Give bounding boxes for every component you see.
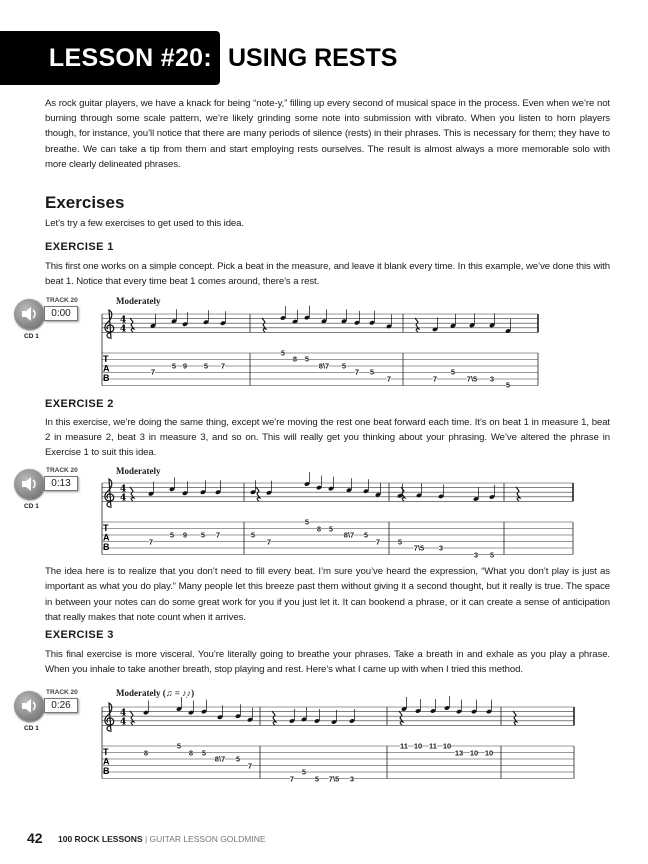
tab-clef: T — [103, 747, 109, 758]
cd-label: CD 1 — [24, 503, 39, 511]
tab-clef: B — [103, 766, 110, 777]
tab-number: 8\7 — [318, 361, 330, 371]
tab-number: 7 — [432, 374, 438, 384]
tab-number: 5 — [171, 361, 177, 371]
tab-number: 7 — [354, 367, 360, 377]
tab-number: 5 — [203, 361, 209, 371]
track-label: TRACK 20 — [46, 689, 78, 697]
tab-clef: B — [103, 542, 110, 553]
quarter-rest — [399, 711, 403, 725]
tab-number: 5 — [200, 530, 206, 540]
tab-number: 5 — [201, 748, 207, 758]
tab-clef: A — [103, 532, 110, 543]
tab-number: 11 — [400, 741, 408, 751]
time-signature: 4 — [120, 493, 127, 504]
exercise-2-notation — [0, 463, 648, 563]
staff-and-tab — [0, 463, 648, 573]
tab-number: 5 — [301, 767, 307, 777]
tab-number: 5 — [304, 354, 310, 364]
quarter-rest — [262, 318, 266, 332]
tempo-marking: Moderately — [116, 466, 161, 477]
tab-number: 7 — [247, 761, 253, 771]
tab-number: 5 — [314, 774, 320, 784]
exercise-3-text: This final exercise is more visceral. You’re literally going to breathe your phrases. Take a breath in and exhale as you play a phrase. When you inhale to take another breath, stop playing and rest. Here’s what I came up with when I tried this method. — [45, 649, 610, 676]
quarter-rest — [272, 711, 276, 725]
footer-title — [58, 834, 266, 844]
quarter-rest — [256, 487, 260, 501]
exercise-2-title: EXERCISE 2 — [45, 397, 114, 410]
quarter-rest — [415, 318, 419, 332]
exercise-2-text: In this exercise, we’re doing the same thing, except we’re moving the rest one beat forward each time. It’s on beat 1 in measure 1, beat 2 in measure 2, beat 3 in measure 3, and so on. This will really get you thinking about your phrasing. We’ve altered the phrase in Exercise 1 to suit this idea. — [45, 416, 610, 459]
exercises-intro: Let’s try a few exercises to get used to this idea. — [45, 218, 244, 230]
time-signature: 4 — [120, 324, 127, 335]
tab-number: 7\5 — [466, 374, 478, 384]
explanation-paragraph: The idea here is to realize that you don’t need to fill every beat. I’m sure you’ve heard the expression, “What you don’t play is just as important as what you do play.” Many people let this breeze past them without giving it a second thought, but it really is true. The space in between your notes can do some great work for you if you just let it. It can bookend a phrase, or it can create a sense of anticipation that really makes that note count when it arrives. — [45, 566, 610, 623]
tab-number: 5 — [304, 517, 310, 527]
time-signature: 4 — [120, 708, 127, 719]
tab-number: 9 — [182, 530, 188, 540]
tab-number: 7\5 — [413, 543, 425, 553]
staff-and-tab — [0, 685, 648, 795]
staff-and-tab — [0, 293, 648, 403]
treble-clef — [105, 703, 114, 732]
tab-number: 5 — [235, 754, 241, 764]
tab-clef: B — [103, 372, 110, 383]
tab-number: 5 — [328, 524, 334, 534]
tempo-marking: Moderately — [116, 295, 161, 306]
tab-number: 7 — [150, 367, 156, 377]
tab-number: 5 — [176, 741, 182, 751]
tab-number: 5 — [369, 367, 375, 377]
tab-number: 7 — [266, 537, 272, 547]
time-signature: 4 — [120, 717, 127, 728]
page-number: 42 — [27, 830, 43, 846]
quarter-rest — [130, 711, 134, 725]
tab-clef: T — [103, 523, 109, 534]
tab-number: 5 — [280, 348, 286, 358]
tab-number: 3 — [349, 774, 355, 784]
exercises-heading: Exercises — [45, 193, 125, 213]
tab-number: 5 — [489, 550, 495, 560]
tab-clef: A — [103, 363, 110, 374]
tab-number: 3 — [473, 550, 479, 560]
tab-number: 5 — [505, 380, 511, 390]
track-time: 0:13 — [44, 476, 78, 491]
tab-number: 7 — [148, 537, 154, 547]
time-signature: 4 — [120, 484, 127, 495]
tab-number: 3 — [438, 543, 444, 553]
quarter-rest — [130, 487, 134, 501]
book-title: 100 ROCK LESSONS — [58, 834, 143, 844]
intro-paragraph: As rock guitar players, we have a knack for being “note-y,” filling up every second of musical space in the process. Even when we’re not burning through some scale pattern, we’re likely grinding some note into submission with vibrato. When you listen to horn players though, for instance, you’ll notice that there are many periods of silence (rests) in their phrases. This is necessary for them; they have to breathe. We can take a tip from them and start employing rests ourselves. The result is almost always a more memorable solo with more clearly delineated phrases. — [45, 98, 610, 170]
page-content — [0, 96, 648, 795]
track-label: TRACK 20 — [46, 467, 78, 475]
exercise-1-text: This first one works on a simple concept. Pick a beat in the measure, and leave it blank every time. In this example, we’ve done this with beat 1. Notice that every time beat 1 comes around, there’s a rest. — [45, 261, 610, 288]
quarter-rest — [401, 487, 405, 501]
tab-number: 8 — [316, 524, 322, 534]
cd-label: CD 1 — [24, 332, 39, 340]
tab-number: 5 — [250, 530, 256, 540]
track-time: 0:26 — [44, 698, 78, 713]
tab-number: 10 — [442, 741, 452, 751]
exercise-1-notation — [0, 293, 648, 393]
tab-number: 13 — [454, 748, 464, 758]
cd-label: CD 1 — [24, 725, 39, 733]
tab-number: 8\7 — [343, 530, 355, 540]
tab-number: 10 — [469, 748, 479, 758]
lesson-number: LESSON #20: — [48, 44, 212, 72]
tab-number: 10 — [413, 741, 423, 751]
page-title: USING RESTS — [228, 44, 398, 72]
treble-clef — [105, 310, 114, 339]
exercise-3-notation — [0, 685, 648, 795]
track-label: TRACK 20 — [46, 296, 78, 304]
tab-number: 5 — [363, 530, 369, 540]
tab-number: 7 — [220, 361, 226, 371]
time-signature: 4 — [120, 315, 127, 326]
quarter-rest — [516, 487, 520, 501]
tab-number: 10 — [484, 748, 494, 758]
quarter-rest — [513, 711, 517, 725]
tab-number: 8 — [188, 748, 194, 758]
tab-number: 5 — [397, 537, 403, 547]
tab-number: 5 — [341, 361, 347, 371]
tab-number: 5 — [169, 530, 175, 540]
tab-number: 9 — [182, 361, 188, 371]
tab-number: 7 — [215, 530, 221, 540]
tab-number: 8 — [292, 354, 298, 364]
tab-number: 7 — [289, 774, 295, 784]
quarter-rest — [130, 318, 134, 332]
tab-clef: T — [103, 353, 109, 364]
tab-number: 7 — [375, 537, 381, 547]
tab-number: 8 — [143, 748, 149, 758]
tab-number: 11 — [429, 741, 437, 751]
tab-number: 7\5 — [328, 774, 340, 784]
tab-number: 8\7 — [214, 754, 226, 764]
tab-number: 3 — [489, 374, 495, 384]
tab-clef: A — [103, 756, 110, 767]
exercise-1-title: EXERCISE 1 — [45, 241, 114, 254]
track-time: 0:00 — [44, 306, 78, 321]
exercise-3-title: EXERCISE 3 — [45, 629, 114, 642]
tab-number: 5 — [450, 367, 456, 377]
treble-clef — [105, 479, 114, 508]
series-title: | GUITAR LESSON GOLDMINE — [144, 834, 266, 844]
tab-number: 7 — [386, 374, 392, 384]
tempo-marking: Moderately (♫ = ♪̩♪) — [116, 688, 195, 699]
